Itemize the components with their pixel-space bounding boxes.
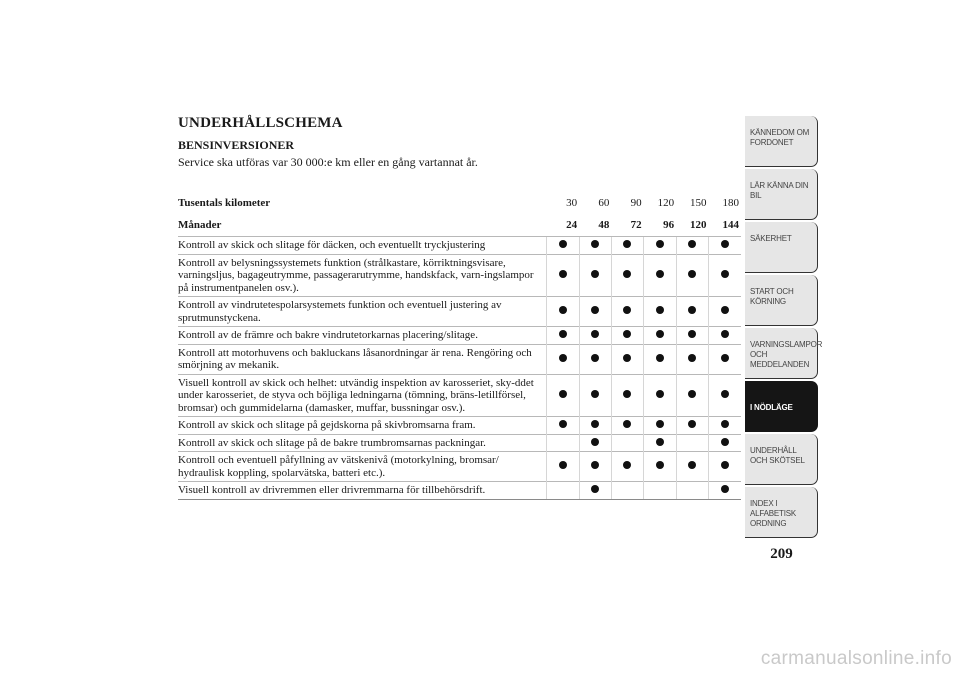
interval-cell bbox=[644, 374, 676, 417]
schedule-row bbox=[178, 254, 741, 297]
task-description: Kontroll av skick och slitage på de bakre trumbromsarnas packningar. bbox=[178, 434, 547, 452]
km-cell: 30 bbox=[566, 196, 578, 209]
months-header-row bbox=[178, 214, 741, 237]
check-dot-icon bbox=[623, 306, 631, 314]
check-dot-icon bbox=[623, 354, 631, 362]
interval-cell bbox=[547, 452, 579, 482]
interval-cell bbox=[611, 327, 643, 345]
task-description: Kontroll av de främre och bakre vindrutetorkarnas placering/slitage. bbox=[178, 327, 547, 345]
check-dot-icon bbox=[656, 306, 664, 314]
km-cell: 150 bbox=[690, 196, 707, 209]
interval-cell bbox=[676, 327, 708, 345]
interval-cell bbox=[676, 254, 708, 297]
interval-cell bbox=[579, 452, 611, 482]
check-dot-icon bbox=[591, 420, 599, 428]
interval-cell bbox=[644, 434, 676, 452]
check-dot-icon bbox=[559, 306, 567, 314]
interval-cell bbox=[644, 417, 676, 435]
month-cell: 144 bbox=[722, 218, 739, 231]
interval-cell bbox=[709, 254, 741, 297]
interval-cell bbox=[547, 297, 579, 327]
interval-cell bbox=[644, 327, 676, 345]
months-header-label: Månader bbox=[178, 218, 222, 231]
interval-cell bbox=[579, 327, 611, 345]
chapter-tab[interactable]: VARNINGSLAMPOR OCH MEDDELANDEN bbox=[745, 328, 818, 379]
km-header-label: Tusentals kilometer bbox=[178, 196, 271, 209]
interval-cell bbox=[579, 374, 611, 417]
task-description: Kontroll av skick och slitage på gejdskorna på skivbromsarna fram. bbox=[178, 417, 547, 435]
chapter-tab[interactable]: INDEX I ALFABETISK ORDNING bbox=[745, 487, 818, 538]
interval-cell bbox=[579, 344, 611, 374]
schedule-row bbox=[178, 327, 741, 345]
interval-cell bbox=[547, 434, 579, 452]
interval-cell bbox=[579, 434, 611, 452]
interval-cell bbox=[644, 254, 676, 297]
interval-cell bbox=[579, 237, 611, 255]
interval-cell bbox=[644, 482, 676, 500]
check-dot-icon bbox=[721, 420, 729, 428]
check-dot-icon bbox=[623, 330, 631, 338]
check-dot-icon bbox=[721, 354, 729, 362]
interval-cell bbox=[547, 417, 579, 435]
interval-cell bbox=[547, 344, 579, 374]
check-dot-icon bbox=[591, 485, 599, 493]
interval-cell bbox=[644, 452, 676, 482]
check-dot-icon bbox=[559, 390, 567, 398]
check-dot-icon bbox=[591, 270, 599, 278]
interval-cell bbox=[709, 374, 741, 417]
interval-cell bbox=[611, 482, 643, 500]
chapter-tab[interactable]: KÄNNEDOM OM FORDONET bbox=[745, 116, 818, 167]
interval-cell bbox=[709, 327, 741, 345]
km-cell: 120 bbox=[657, 196, 675, 209]
km-cell: 60 bbox=[598, 196, 610, 209]
check-dot-icon bbox=[656, 240, 664, 248]
interval-cell bbox=[611, 417, 643, 435]
interval-cell bbox=[547, 254, 579, 297]
check-dot-icon bbox=[591, 240, 599, 248]
check-dot-icon bbox=[688, 240, 696, 248]
check-dot-icon bbox=[721, 485, 729, 493]
check-dot-icon bbox=[688, 354, 696, 362]
interval-cell bbox=[611, 297, 643, 327]
schedule-row bbox=[178, 434, 741, 452]
check-dot-icon bbox=[656, 330, 664, 338]
month-cell: 120 bbox=[690, 218, 707, 231]
check-dot-icon bbox=[623, 390, 631, 398]
interval-cell bbox=[547, 482, 579, 500]
task-description: Kontroll av skick och slitage för däcken, och eventuellt tryckjustering bbox=[178, 237, 547, 255]
chapter-tab[interactable]: START OCH KÖRNING bbox=[745, 275, 818, 326]
task-description: Kontroll och eventuell påfyllning av vätskenivå (motorkylning, bromsar/ hydraulisk koppling, spolarvätska, batteri etc.). bbox=[178, 452, 547, 482]
interval-cell bbox=[644, 237, 676, 255]
interval-cell bbox=[676, 434, 708, 452]
schedule-row bbox=[178, 417, 741, 435]
interval-cell bbox=[709, 482, 741, 500]
interval-cell bbox=[709, 237, 741, 255]
chapter-tab[interactable]: UNDERHÅLL OCH SKÖTSEL bbox=[745, 434, 818, 485]
interval-cell bbox=[611, 434, 643, 452]
schedule-row bbox=[178, 482, 741, 500]
interval-cell bbox=[611, 237, 643, 255]
check-dot-icon bbox=[559, 354, 567, 362]
check-dot-icon bbox=[591, 438, 599, 446]
check-dot-icon bbox=[591, 390, 599, 398]
month-cell: 48 bbox=[598, 218, 610, 231]
check-dot-icon bbox=[623, 270, 631, 278]
interval-cell bbox=[709, 297, 741, 327]
page-title: UNDERHÅLLSCHEMA bbox=[178, 115, 343, 131]
section-subtitle: BENSINVERSIONER bbox=[178, 138, 295, 152]
check-dot-icon bbox=[623, 420, 631, 428]
check-dot-icon bbox=[721, 390, 729, 398]
check-dot-icon bbox=[559, 330, 567, 338]
check-dot-icon bbox=[721, 330, 729, 338]
check-dot-icon bbox=[591, 354, 599, 362]
check-dot-icon bbox=[591, 330, 599, 338]
interval-cell bbox=[547, 374, 579, 417]
check-dot-icon bbox=[721, 306, 729, 314]
interval-cell bbox=[611, 344, 643, 374]
km-cell: 90 bbox=[630, 196, 642, 209]
check-dot-icon bbox=[656, 420, 664, 428]
check-dot-icon bbox=[688, 461, 696, 469]
schedule-row bbox=[178, 344, 741, 374]
month-cell: 72 bbox=[630, 218, 642, 231]
check-dot-icon bbox=[656, 270, 664, 278]
intro-text: Service ska utföras var 30 000:e km eller en gång vartannat år. bbox=[178, 155, 478, 169]
check-dot-icon bbox=[623, 461, 631, 469]
interval-cell bbox=[644, 344, 676, 374]
chapter-tab[interactable]: LÄR KÄNNA DIN BIL bbox=[745, 169, 818, 220]
check-dot-icon bbox=[721, 461, 729, 469]
interval-cell bbox=[676, 297, 708, 327]
interval-cell bbox=[611, 254, 643, 297]
interval-cell bbox=[579, 297, 611, 327]
page-heading bbox=[178, 112, 741, 170]
check-dot-icon bbox=[591, 306, 599, 314]
task-description: Kontroll att motorhuvens och bakluckans låsanordningar är rena. Rengöring och smörjning av mekanik. bbox=[178, 344, 547, 374]
interval-cell bbox=[676, 482, 708, 500]
interval-cell bbox=[676, 374, 708, 417]
schedule-row bbox=[178, 237, 741, 255]
chapter-tab[interactable]: SÄKERHET bbox=[745, 222, 818, 273]
interval-cell bbox=[709, 344, 741, 374]
interval-cell bbox=[611, 452, 643, 482]
interval-cell bbox=[611, 374, 643, 417]
interval-cell bbox=[547, 327, 579, 345]
interval-cell bbox=[547, 237, 579, 255]
chapter-tab[interactable]: I NÖDLÄGE bbox=[745, 381, 818, 432]
check-dot-icon bbox=[656, 390, 664, 398]
schedule-row bbox=[178, 297, 741, 327]
check-dot-icon bbox=[623, 240, 631, 248]
interval-cell bbox=[676, 237, 708, 255]
check-dot-icon bbox=[721, 270, 729, 278]
interval-cell bbox=[709, 452, 741, 482]
check-dot-icon bbox=[559, 240, 567, 248]
check-dot-icon bbox=[656, 438, 664, 446]
page-number: 209 bbox=[770, 546, 793, 562]
interval-cell bbox=[676, 344, 708, 374]
month-cell: 24 bbox=[566, 218, 578, 231]
interval-cell bbox=[644, 297, 676, 327]
interval-cell bbox=[709, 417, 741, 435]
check-dot-icon bbox=[688, 390, 696, 398]
interval-cell bbox=[579, 482, 611, 500]
maintenance-schedule-table bbox=[178, 192, 741, 500]
check-dot-icon bbox=[688, 420, 696, 428]
task-description: Kontroll av belysningssystemets funktion (strålkastare, körriktningsvisare, varningsljus, bagageutrymme, passagerarutrymme, handskfack, varn-ingslampor på instrumentpanelen osv.). bbox=[178, 254, 547, 297]
schedule-row bbox=[178, 452, 741, 482]
task-description: Visuell kontroll av drivremmen eller drivremmarna för tillbehörsdrift. bbox=[178, 482, 547, 500]
interval-cell bbox=[579, 417, 611, 435]
check-dot-icon bbox=[559, 461, 567, 469]
km-header-row bbox=[178, 192, 741, 214]
interval-cell bbox=[676, 417, 708, 435]
task-description: Visuell kontroll av skick och helhet: utvändig inspektion av karosseriet, sky-ddet under karosseriet, de styva och böjliga ledningarna (tömning, bräns-letillförsel, bromsar) och gummidelarna (damasker, muffar, bussningar osv.). bbox=[178, 374, 547, 417]
chapter-tabs bbox=[745, 116, 823, 540]
interval-cell bbox=[709, 434, 741, 452]
check-dot-icon bbox=[559, 420, 567, 428]
month-cell: 96 bbox=[663, 218, 675, 231]
check-dot-icon bbox=[591, 461, 599, 469]
check-dot-icon bbox=[688, 330, 696, 338]
interval-cell bbox=[579, 254, 611, 297]
watermark: carmanualsonline.info bbox=[760, 648, 952, 669]
interval-cell bbox=[676, 452, 708, 482]
schedule-row bbox=[178, 374, 741, 417]
check-dot-icon bbox=[688, 306, 696, 314]
task-description: Kontroll av vindrutetespolarsystemets funktion och eventuell justering av sprutmunstyckena. bbox=[178, 297, 547, 327]
check-dot-icon bbox=[721, 438, 729, 446]
check-dot-icon bbox=[688, 270, 696, 278]
check-dot-icon bbox=[559, 270, 567, 278]
check-dot-icon bbox=[721, 240, 729, 248]
check-dot-icon bbox=[656, 461, 664, 469]
km-cell: 180 bbox=[722, 196, 739, 209]
check-dot-icon bbox=[656, 354, 664, 362]
